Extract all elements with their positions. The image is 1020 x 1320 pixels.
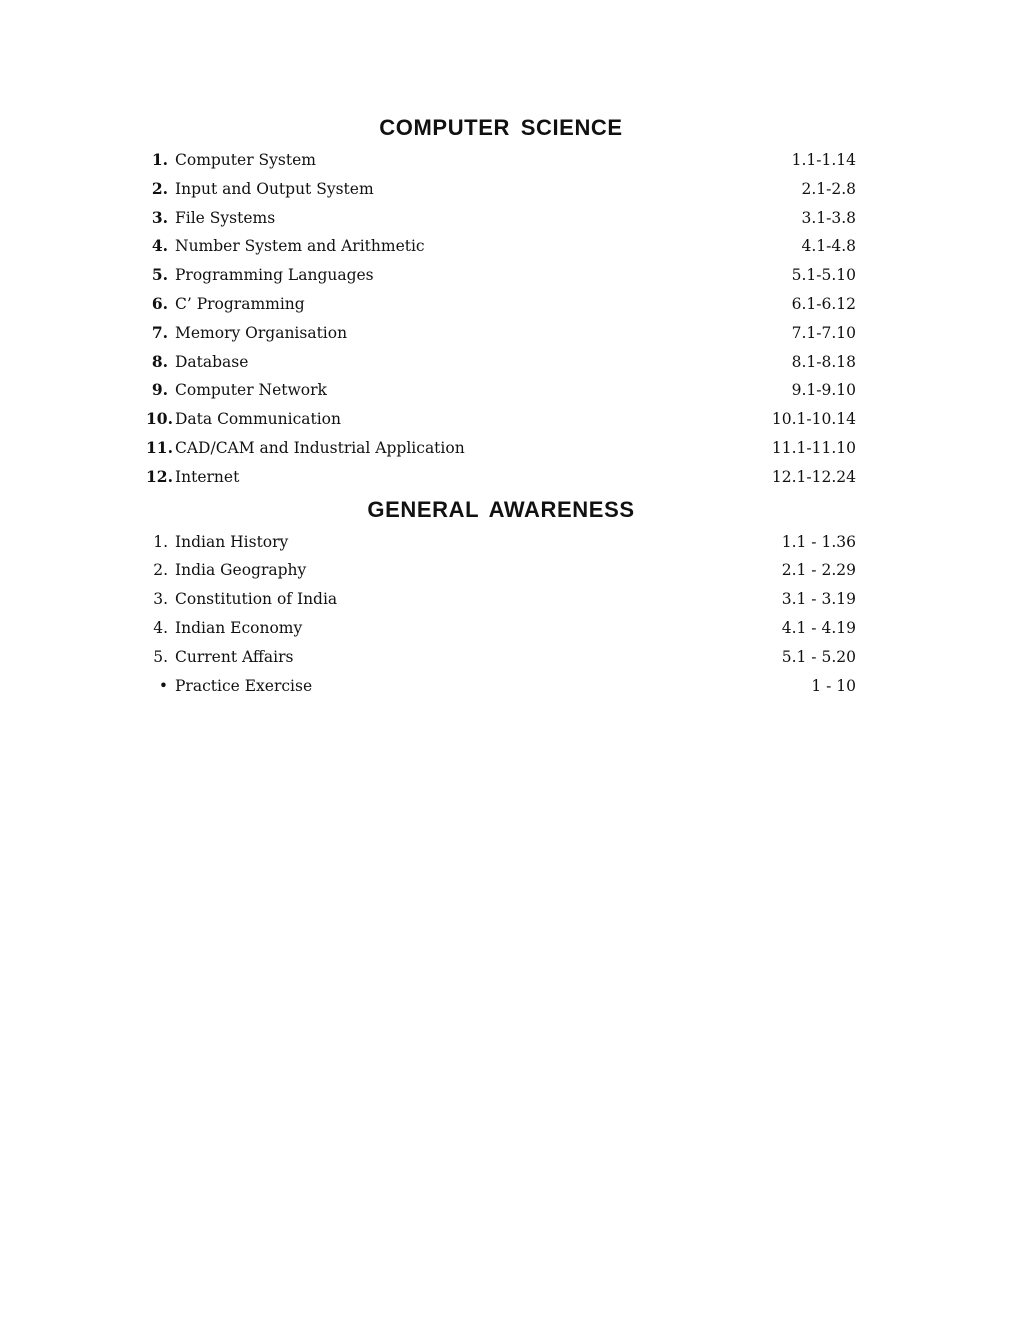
toc-entry[interactable] (146, 585, 856, 614)
entry-title: Memory Organisation (175, 323, 348, 342)
entry-pages: 7.1-7.10 (791, 323, 856, 342)
entry-number: 5. (153, 647, 168, 666)
toc-entry[interactable] (146, 348, 856, 377)
entry-title: C’ Programming (175, 294, 305, 313)
entry-title: Database (175, 352, 249, 371)
toc-entry[interactable] (146, 232, 856, 261)
entry-pages: 10.1-10.14 (771, 410, 856, 429)
entry-number: 3. (151, 207, 168, 227)
entry-title: Computer System (175, 151, 316, 169)
entry-pages: 5.1-5.10 (791, 266, 856, 285)
entry-title: Practice Exercise (175, 676, 313, 695)
section-heading-computer-science: COMPUTER SCIENCE (379, 115, 623, 140)
entry-title: Data Communication (175, 410, 341, 429)
entry-number: 4. (151, 236, 168, 256)
entry-title: Programming Languages (175, 266, 374, 285)
entry-number: 1. (153, 532, 168, 551)
entry-number: 11. (146, 437, 173, 457)
toc-entry[interactable] (146, 261, 856, 290)
toc-entry[interactable] (146, 376, 856, 405)
entry-pages: 1 - 10 (811, 676, 856, 695)
entry-number: 10. (146, 409, 173, 429)
toc-entry[interactable] (146, 556, 856, 585)
entry-number: 6. (151, 293, 168, 313)
entry-title: Number System and Arithmetic (175, 237, 425, 256)
entry-number: 7. (151, 322, 168, 342)
entry-number: 8. (151, 351, 168, 371)
entry-title: India Geography (175, 561, 307, 580)
entry-pages: 1.1-1.14 (791, 151, 856, 169)
entry-pages: 8.1-8.18 (791, 352, 856, 371)
computer-science-list (146, 146, 856, 492)
toc-entry[interactable] (146, 146, 856, 175)
entry-number: 5. (151, 265, 168, 285)
entry-pages: 9.1-9.10 (791, 381, 856, 400)
entry-pages: 12.1-12.24 (771, 467, 856, 486)
entry-pages: 3.1-3.8 (801, 208, 856, 227)
entry-number: 2. (151, 178, 168, 198)
table-of-contents (146, 112, 856, 700)
toc-entry[interactable] (146, 643, 856, 672)
entry-pages: 6.1-6.12 (791, 294, 856, 313)
toc-entry[interactable] (146, 319, 856, 348)
toc-entry[interactable] (146, 175, 856, 204)
toc-entry[interactable] (146, 463, 856, 492)
toc-entry[interactable] (146, 290, 856, 319)
entry-pages: 2.1-2.8 (801, 179, 856, 198)
toc-entry[interactable] (146, 405, 856, 434)
entry-pages: 5.1 - 5.20 (781, 647, 856, 666)
general-awareness-list (146, 528, 856, 701)
entry-title: Internet (175, 467, 240, 486)
entry-title: Constitution of India (175, 590, 338, 609)
toc-entry[interactable] (146, 528, 856, 557)
toc-entry[interactable] (146, 672, 856, 701)
entry-pages: 3.1 - 3.19 (781, 590, 856, 609)
entry-pages: 1.1 - 1.36 (781, 532, 856, 551)
entry-number: 2. (153, 561, 168, 580)
section-heading-general-awareness: GENERAL AWARENESS (367, 496, 635, 522)
toc-entry[interactable] (146, 204, 856, 233)
entry-pages: 4.1-4.8 (801, 237, 856, 256)
bullet-icon: • (158, 676, 168, 695)
entry-pages: 4.1 - 4.19 (781, 618, 856, 637)
entry-number: 12. (146, 466, 173, 486)
toc-entry[interactable] (146, 434, 856, 463)
entry-title: File Systems (175, 208, 276, 227)
toc-entry[interactable] (146, 614, 856, 643)
entry-number: 4. (153, 618, 168, 637)
entry-title: Computer Network (175, 381, 327, 400)
entry-title: Current Affairs (175, 647, 294, 666)
entry-number: 9. (151, 380, 168, 400)
entry-number: 3. (153, 590, 168, 609)
entry-pages: 2.1 - 2.29 (781, 561, 856, 580)
entry-number: 1. (151, 150, 168, 169)
entry-title: Indian History (175, 532, 289, 551)
entry-title: Input and Output System (175, 179, 374, 198)
entry-title: Indian Economy (175, 618, 303, 637)
entry-pages: 11.1-11.10 (771, 438, 856, 457)
entry-title: CAD/CAM and Industrial Application (175, 438, 465, 457)
